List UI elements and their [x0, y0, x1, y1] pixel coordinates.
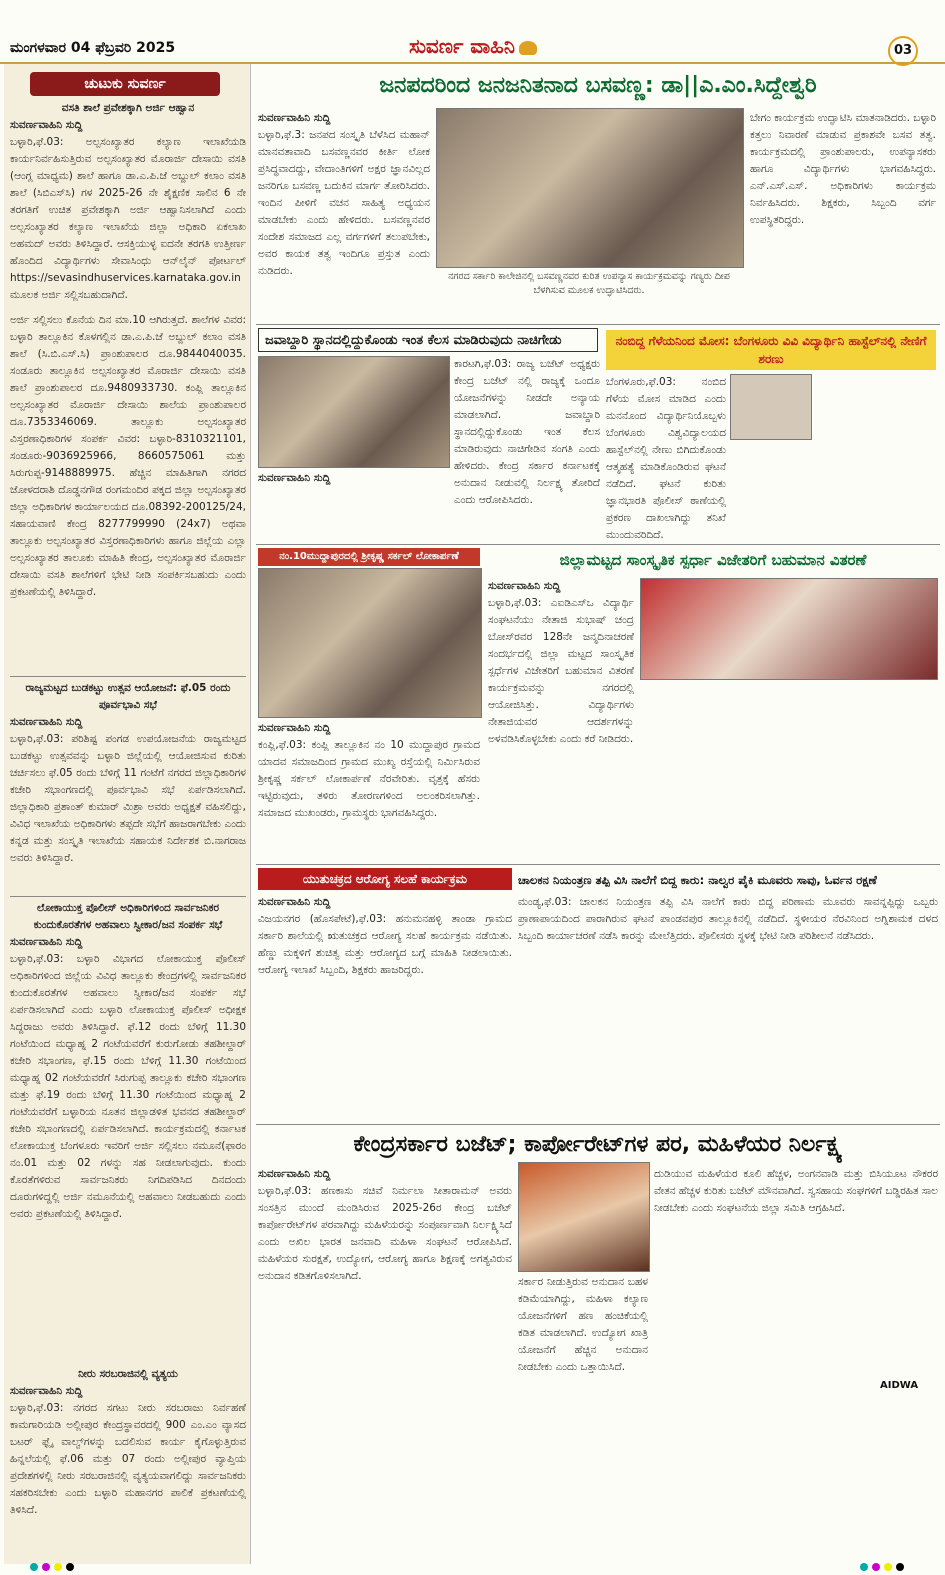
divider — [10, 896, 246, 897]
yellow-dot-icon — [884, 1563, 892, 1571]
story-body-2: ಅರ್ಜಿ ಸಲ್ಲಿಸಲು ಕೊನೆಯ ದಿನ ಮಾ.10 ಆಗಿರುತ್ತದೆ. ಶಾಲೆಗಳ ವಿವರ: ಬಳ್ಳಾರಿ ತಾಲ್ಲೂಕಿನ ಕೊಳಗಲ್ಲಿನ ಡಾ.ಎ.ಪಿ.ಜೆ ಅಬ್ದುಲ್ ಕಲಾಂ ವಸತಿ ಶಾಲೆ (ಸಿ.ಬಿ.ಎಸ್.ಸಿ) ಪ್ರಾಂಶುಪಾಲರ ದೂ.9844040035. ಸಂಡೂರು ತಾಲ್ಲೂಕಿನ ಅಲ್ಪಸಂಖ್ಯಾತರ ಮೊರಾರ್ಜಿ ದೇಸಾಯಿ ವಸತಿ ಶಾಲೆ ಪ್ರಾಂಶುಪಾಲರ ದೂ.9480933730. ಕಂಪ್ಲಿ ತಾಲ್ಲೂಕಿನ ಅಲ್ಪಸಂಖ್ಯಾತರ ಮೊರಾರ್ಜಿ ದೇಸಾಯಿ ಶಾಲೆಯ ಪ್ರಾಂಶುಪಾಲರ ದೂ.7353346069. ತಾಲ್ಲೂಕು ಅಲ್ಪಸಂಖ್ಯಾತರ ವಿಸ್ತರಣಾಧಿಕಾರಿಗಳ ಸಂಪರ್ಕ ವಿವರ: ಬಳ್ಳಾರಿ-8310321101, ಸಂಡೂರು-9036925966, 8660575061 ಮತ್ತು ಸಿರುಗುಪ್ಪ-9148889975. ಹೆಚ್ಚಿನ ಮಾಹಿತಿಗಾಗಿ ನಗರದ ಜೋಳದರಾಶಿ ದೊಡ್ಡನಗೌಡ ರಂಗಮಂದಿರ ಪಕ್ಕದ ಜಿಲ್ಲಾ ಅಲ್ಪಸಂಖ್ಯಾತರ ಜಿಲ್ಲಾ ಅಧಿಕಾರಿಗಳ ಕಾರ್ಯಾಲಯದ ದೂ.08392-200125/24, ಸಹಾಯವಾಣಿ ಕೇಂದ್ರ 8277799990 (24x7) ಅಥವಾ ತಾಲ್ಲೂಕು ಅಲ್ಪಸಂಖ್ಯಾತರ ವಿಸ್ತರಣಾಧಿಕಾರಿಗಳು ಹಾಗೂ ಜಿಲ್ಲೆಯ ಎಲ್ಲಾ ಅಲ್ಪಸಂಖ್ಯಾತರ ತಾಲೂಕು ಮಾಹಿತಿ ಕೇಂದ್ರ, ಅಲ್ಪಸಂಖ್ಯಾತರ ಮೊರಾರ್ಜಿ ದೇಸಾಯಿ ವಸತಿ ಶಾಲೆಗಳಿಗೆ ಭೇಟಿ ನೀಡಿ ಸಂಪರ್ಕಿಸಬಹುದು ಎಂದು ಪ್ರಕಟಣೆಯಲ್ಲಿ ತಿಳಿಸಿದ್ದಾರೆ. — [10, 314, 246, 598]
story8-headline: ಕೇಂದ್ರಸರ್ಕಾರ ಬಜೆಟ್; ಕಾರ್ಪೋರೇಟ್‌ಗಳ ಪರ, ಮಹಿಳೆಯರ ನಿರ್ಲಕ್ಷ್ಯ — [353, 1132, 843, 1157]
story4-label: ನಂ.10ಮುದ್ದಾಪುರದಲ್ಲಿ ಶ್ರೀಕೃಷ್ಣ ಸರ್ಕಲ್ ಲೋಕಾರ್ಪಣೆ — [258, 548, 480, 566]
left-story-1-cont — [10, 312, 246, 672]
story5-body-left — [488, 578, 634, 860]
story2-headline: ಜವಾಬ್ದಾರಿ ಸ್ಥಾನದಲ್ಲಿದ್ದುಕೊಂಡು ಇಂತ ಕೆಲಸ ಮಾಡಿರುವುದು ನಾಚಿಗೇಡು — [258, 328, 598, 352]
aidwa-logo-text: AIDWA — [880, 1380, 919, 1391]
story8-body-mid: ಸರ್ಕಾರ ನೀಡುತ್ತಿರುವ ಅನುದಾನ ಬಹಳ ಕಡಿಮೆಯಾಗಿದ್ದು, ಮಹಿಳಾ ಕಲ್ಯಾಣ ಯೋಜನೆಗಳಿಗೆ ಹಣ ಹಂಚಿಕೆಯಲ್ಲಿ ಕಡಿತ ಮಾಡಲಾಗಿದೆ. ಉದ್ಯೋಗ ಖಾತ್ರಿ ಯೋಜನೆಗೆ ಹೆಚ್ಚಿನ ಅನುದಾನ ನೀಡಬೇಕು ಎಂದು ಒತ್ತಾಯಿಸಿದೆ. — [518, 1276, 648, 1373]
story6-label: ಯುತುಚಕ್ರದ ಆರೋಗ್ಯ ಸಲಹೆ ಕಾರ್ಯಕ್ರಮ — [258, 868, 512, 890]
left-story-2 — [10, 680, 246, 890]
story-body: ಕಂಪ್ಲಿ,ಫೆ.03: ಕಂಪ್ಲಿ ತಾಲ್ಲೂಕಿನ ನಂ 10 ಮುದ್ದಾಪುರ ಗ್ರಾಮದ ಯಾದವ ಸಮಾಜದಿಂದ ಗ್ರಾಮದ ಮುಖ್ಯ ರಸ್ತೆಯಲ್ಲಿ ನಿರ್ಮಿಸಿರುವ ಶ್ರೀಕೃಷ್ಣ ಸರ್ಕಲ್ ಲೋಕಾರ್ಪಣೆ ನೆರವೇರಿತು. ವೃತ್ತಕ್ಕೆ ಹೆಸರು ಇಟ್ಟಿರುವುದು, ತಳಿರು ತೋರಣಗಳಿಂದ ಅಲಂಕರಿಸಲಾಗಿತ್ತು. ಸಮಾಜದ ಮುಖಂಡರು, ಗ್ರಾಮಸ್ಥರು ಭಾಗವಹಿಸಿದ್ದರು. — [258, 739, 480, 819]
divider — [256, 544, 940, 545]
lamp-icon — [519, 41, 537, 55]
story-source: ಸುವರ್ಣವಾಹಿನಿ ಸುದ್ದಿ — [258, 1168, 331, 1180]
story-title: ನೀರು ಸರಬರಾಜಿನಲ್ಲಿ ವ್ಯತ್ಯಯ — [78, 1368, 178, 1380]
story-source: ಸುವರ್ಣವಾಹಿನಿ ಸುದ್ದಿ — [10, 1385, 83, 1397]
left-story-4 — [10, 1366, 246, 1561]
story7-headline: ಚಾಲಕನ ನಿಯಂತ್ರಣ ತಪ್ಪಿ ವಿಸಿ ನಾಲೆಗೆ ಬಿದ್ದ ಕಾರು: ನಾಲ್ವರ ಪೈಕಿ ಮೂವರು ಸಾವು, ಓರ್ವನ ರಕ್ಷಣೆ — [518, 873, 877, 887]
story-source: ಸುವರ್ಣವಾಹಿನಿ ಸುದ್ದಿ — [258, 472, 331, 484]
story-body: ಬಳ್ಳಾರಿ,ಫೆ.03: ಬಳ್ಳಾರಿ ವಿಭಾಗದ ಲೋಕಾಯುಕ್ತ ಪೊಲೀಸ್ ಅಧಿಕಾರಿಗಳಿಂದ ಜಿಲ್ಲೆಯ ವಿವಿಧ ತಾಲ್ಲೂಕು ಕೇಂದ್ರಗಳಲ್ಲಿ ಸಾರ್ವಜನಿಕರ ಕುಂದುಕೊರತೆಗಳ ಅಹವಾಲು ಸ್ವೀಕಾರ/ಜನ ಸಂಪರ್ಕ ಸಭೆ ಏರ್ಪಡಿಸಲಾಗಿದೆ ಎಂದು ಬಳ್ಳಾರಿ ಲೋಕಾಯುಕ್ತ ಪೊಲೀಸ್ ಅಧೀಕ್ಷಕ ಸಿದ್ದರಾಜು ಅವರು ತಿಳಿಸಿದ್ದಾರೆ. ಫೆ.12 ರಂದು ಬೆಳಿಗ್ಗೆ 11.30 ಗಂಟೆಯಿಂದ ಮಧ್ಯಾಹ್ನ 2 ಗಂಟೆಯವರೆಗೆ ಕುರುಗೋಡು ತಹಶೀಲ್ದಾರ್ ಕಚೇರಿ ಸಭಾಂಗಣ, ಫೆ.15 ರಂದು ಬೆಳಿಗ್ಗೆ 11.30 ಗಂಟೆಯಿಂದ ಮಧ್ಯಾಹ್ನ 02 ಗಂಟೆಯವರೆಗೆ ಸಿರುಗುಪ್ಪ ತಾಲ್ಲೂಕು ಕಚೇರಿ ಸಭಾಂಗಣ ಮತ್ತು ಫೆ.19 ರಂದು ಬೆಳಿಗ್ಗೆ 11.30 ಗಂಟೆಯಿಂದ ಮಧ್ಯಾಹ್ನ 2 ಗಂಟೆಯವರೆಗೆ ಬಳ್ಳಾರಿಯ ನೂತನ ಜಿಲ್ಲಾಡಳಿತ ಭವನದ ತಹಶೀಲ್ದಾರ್ ಕಚೇರಿ ಸಭಾಂಗಣದಲ್ಲಿ ಏರ್ಪಡಿಸಲಾಗಿದೆ. ಕಾರ್ಯಕ್ರಮದಲ್ಲಿ ಕರ್ನಾಟಕ ಲೋಕಾಯುಕ್ತ ಬೆಂಗಳೂರು ಇವರಿಗೆ ಅರ್ಜಿ ಸಲ್ಲಿಸಲು ನಮೂನೆ(ಫಾರಂ ನಂ.01 ಮತ್ತು 02 ಗಳನ್ನು ಸಹ ನೀಡಲಾಗುವುದು. ಕುಂದು ಕೊರತೆಗಳಿರುವ ಸಾರ್ವಜನಿಕರು ನಿಗದಿಪಡಿಸಿದ ದಿನದಂದು ದೂರುಗಳಿದ್ದಲ್ಲಿ ಅರ್ಜಿ ನಮೂನೆಯಲ್ಲಿ ಅಹವಾಲು ನೀಡಬಹುದು ಎಂದು ಅವರು ಪ್ರಕಟಣೆಯಲ್ಲಿ ತಿಳಿಸಿದ್ದಾರೆ. — [10, 953, 246, 1220]
lead-caption: ನಗರದ ಸರ್ಕಾರಿ ಕಾಲೇಜಿನಲ್ಲಿ ಬಸವಣ್ಣನವರ ಕುರಿತ ಉಪನ್ಯಾಸ ಕಾರ್ಯಕ್ರಮವನ್ನು ಗಣ್ಯರು ದೀಪ ಬೆಳಗಿಸುವ ಮೂಲಕ ಉದ್ಘಾಟಿಸಿದರು. — [448, 271, 730, 296]
story8-body-right: ದುಡಿಯುವ ಮಹಿಳೆಯರ ಕೂಲಿ ಹೆಚ್ಚಳ, ಅಂಗನವಾಡಿ ಮತ್ತು ಬಿಸಿಯೂಟ ನೌಕರರ ವೇತನ ಹೆಚ್ಚಳ ಕುರಿತು ಬಜೆಟ್ ಮೌನವಾಗಿದೆ. ಸ್ವಸಹಾಯ ಸಂಘಗಳಿಗೆ ಬಡ್ಡಿರಹಿತ ಸಾಲ ನೀಡಬೇಕು ಎಂದು ಸಂಘಟನೆಯ ಜಿಲ್ಲಾ ಸಮಿತಿ ಆಗ್ರಹಿಸಿದೆ. — [654, 1168, 938, 1214]
page-number: 03 — [888, 36, 918, 66]
lead-body-left — [258, 110, 430, 320]
story7-body: ಮಂಡ್ಯ,ಫೆ.03: ಚಾಲಕನ ನಿಯಂತ್ರಣ ತಪ್ಪಿ ವಿಸಿ ನಾಲೆಗೆ ಕಾರು ಬಿದ್ದ ಪರಿಣಾಮ ಮೂವರು ಸಾವನ್ನಪ್ಪಿದ್ದು ಒಬ್ಬರು ಪ್ರಾಣಾಪಾಯದಿಂದ ಪಾರಾಗಿರುವ ಘಟನೆ ಪಾಂಡವಪುರ ತಾಲ್ಲೂಕಿನಲ್ಲಿ ನಡೆದಿದೆ. ಸ್ಥಳೀಯರ ನೆರವಿನಿಂದ ಅಗ್ನಿಶಾಮಕ ದಳದ ಸಿಬ್ಬಂದಿ ಕಾರ್ಯಾಚರಣೆ ನಡೆಸಿ ಕಾರನ್ನು ಮೇಲೆತ್ತಿದರು. ಪೊಲೀಸರು ಸ್ಥಳಕ್ಕೆ ಭೇಟಿ ನೀಡಿ ಪರಿಶೀಲನೆ ನಡೆಸಿದರು. — [518, 896, 938, 942]
story-title: ವಸತಿ ಶಾಲೆ ಪ್ರವೇಶಕ್ಕಾಗಿ ಅರ್ಜಿ ಆಹ್ವಾನ — [61, 102, 195, 114]
logo-text: ಸುವರ್ಣ ವಾಹಿನಿ — [408, 34, 516, 58]
story-source: ಸುವರ್ಣವಾಹಿನಿ ಸುದ್ದಿ — [10, 936, 83, 948]
story8-portrait — [518, 1162, 650, 1272]
story-body: ಬಳ್ಳಾರಿ,ಫೆ.03: ಪರಿಶಿಷ್ಟ ಪಂಗಡ ಉಪಯೋಜನೆಯ ರಾಜ್ಯಮಟ್ಟದ ಬುಡಕಟ್ಟು ಉತ್ಸವವನ್ನು ಬಳ್ಳಾರಿ ಜಿಲ್ಲೆಯಲ್ಲಿ ಆಯೋಜಿಸುವ ಕುರಿತು ಚರ್ಚಿಸಲು ಫೆ.05 ರಂದು ಬೆಳಿಗ್ಗೆ 11 ಗಂಟೆಗೆ ನಗರದ ಜಿಲ್ಲಾಧಿಕಾರಿಗಳ ಕಚೇರಿ ಸಭಾಂಗಣದಲ್ಲಿ ಪೂರ್ವಭಾವಿ ಸಭೆ ಏರ್ಪಡಿಸಲಾಗಿದೆ. ಜಿಲ್ಲಾಧಿಕಾರಿ ಪ್ರಶಾಂತ್ ಕುಮಾರ್ ಮಿಶ್ರಾ ಅವರು ಅಧ್ಯಕ್ಷತೆ ವಹಿಸಲಿದ್ದು, ವಿವಿಧ ಇಲಾಖೆಯ ಅಧಿಕಾರಿಗಳು ತಪ್ಪದೇ ಸಭೆಗೆ ಹಾಜರಾಗಬೇಕು ಎಂದು ಕನ್ನಡ ಮತ್ತು ಸಂಸ್ಕೃತಿ ಇಲಾಖೆಯ ಸಹಾಯಕ ನಿರ್ದೇಶಕ ಬಿ.ನಾಗರಾಜ ಅವರು ತಿಳಿಸಿದ್ದಾರೆ. — [10, 733, 246, 864]
story3-banner: ನಂಬಿದ್ದ ಗೆಳೆಯನಿಂದ ಮೋಸ: ಬೆಂಗಳೂರು ವಿವಿ ವಿದ್ಯಾರ್ಥಿನಿ ಹಾಸ್ಟೆಲ್‌ನಲ್ಲಿ ನೇಣಿಗೆ ಶರಣು — [606, 330, 936, 370]
yellow-dot-icon — [54, 1563, 62, 1571]
magenta-dot-icon — [42, 1563, 50, 1571]
story4-photo — [258, 568, 482, 718]
story3-rope-photo — [730, 374, 812, 440]
divider — [10, 676, 246, 677]
story-body: ಬಳ್ಳಾರಿ,ಫೆ.03: ಎಐಡಿಎಸ್‌ಒ ವಿದ್ಯಾರ್ಥಿ ಸಂಘಟನೆಯು ನೇತಾಜಿ ಸುಭಾಷ್ ಚಂದ್ರ ಬೋಸ್‌ರವರ 128ನೇ ಜನ್ಮದಿನಾಚರಣೆ ಸಂದರ್ಭದಲ್ಲಿ ಜಿಲ್ಲಾ ಮಟ್ಟದ ಸಾಂಸ್ಕೃತಿಕ ಸ್ಪರ್ಧೆಗಳ ವಿಜೇತರಿಗೆ ಬಹುಮಾನ ವಿತರಣೆ ಕಾರ್ಯಕ್ರಮವನ್ನು ನಗರದಲ್ಲಿ ಆಯೋಜಿಸಿತ್ತು. ವಿದ್ಯಾರ್ಥಿಗಳು ನೇತಾಜಿಯವರ ಆದರ್ಶಗಳನ್ನು ಅಳವಡಿಸಿಕೊಳ್ಳಬೇಕು ಎಂದು ಕರೆ ನೀಡಿದರು. — [488, 597, 634, 745]
black-dot-icon — [66, 1563, 74, 1571]
registration-marks — [30, 1556, 78, 1575]
story-title: ರಾಜ್ಯಮಟ್ಟದ ಬುಡಕಟ್ಟು ಉತ್ಸವ ಆಯೋಜನೆ: ಫೆ.05 ರಂದು ಪೂರ್ವಭಾವಿ ಸಭೆ — [25, 682, 231, 711]
story-source: ಸುವರ್ಣವಾಹಿನಿ ಸುದ್ದಿ — [488, 580, 561, 592]
issue-date: ಮಂಗಳವಾರ 04 ಫೆಬ್ರವರಿ 2025 — [10, 40, 176, 56]
story-body: ಬಳ್ಳಾರಿ,ಫೆ.3: ಜನಪದ ಸಂಸ್ಕೃತಿ ಬೆಳೆಸಿದ ಮಹಾನ್ ಮಾನವತಾವಾದಿ ಬಸವಣ್ಣನವರ ಕೀರ್ತಿ ಲೋಕ ಪ್ರಸಿದ್ಧವಾದದ್ದು, ವೇದಾಂತಿಗಳಿಗೆ ಅಕ್ಷರ ಜ್ಞಾನವಿಲ್ಲದ ಜನರಿಗೂ ಬಸವಣ್ಣ ಬದುಕಿನ ಮಾರ್ಗ ತೋರಿಸಿದರು. ಇಂದಿನ ಪೀಳಿಗೆ ವಚನ ಸಾಹಿತ್ಯ ಅಧ್ಯಯನ ಮಾಡಬೇಕು ಎಂದು ಹೇಳಿದರು. ಬಸವಣ್ಣನವರ ಸಂದೇಶ ಸಮಾಜದ ಎಲ್ಲ ವರ್ಗಗಳಿಗೆ ತಲುಪಬೇಕು, ಅವರ ಕಾಯಕ ತತ್ವ ಇಂದಿಗೂ ಪ್ರಸ್ತುತ ಎಂದು ನುಡಿದರು. — [258, 129, 430, 277]
story2-photo — [258, 356, 450, 468]
left-story-1 — [10, 100, 246, 310]
story-body: ಬಳ್ಳಾರಿ,ಫೆ.03: ಹಣಕಾಸು ಸಚಿವೆ ನಿರ್ಮಲಾ ಸೀತಾರಾಮನ್ ಅವರು ಸಂಸತ್ತಿನ ಮುಂದೆ ಮಂಡಿಸಿರುವ 2025-26ರ ಕೇಂದ್ರ ಬಜೆಟ್ ಕಾರ್ಪೋರೇಟ್‌ಗಳ ಪರವಾಗಿದ್ದು ಮಹಿಳೆಯರನ್ನು ಸಂಪೂರ್ಣವಾಗಿ ನಿರ್ಲಕ್ಷ್ಯಿಸಿದೆ ಎಂದು ಅಖಿಲ ಭಾರತ ಜನವಾದಿ ಮಹಿಳಾ ಸಂಘಟನೆ ಆರೋಪಿಸಿದೆ. ಮಹಿಳೆಯರ ಸುರಕ್ಷತೆ, ಉದ್ಯೋಗ, ಆರೋಗ್ಯ ಹಾಗೂ ಶಿಕ್ಷಣಕ್ಕೆ ಅಗತ್ಯವಿರುವ ಅನುದಾನ ಕಡಿತಗೊಳಿಸಲಾಗಿದೆ. — [258, 1185, 512, 1282]
registration-marks-right — [860, 1556, 908, 1575]
cyan-dot-icon — [860, 1563, 868, 1571]
story-source: ಸುವರ್ಣವಾಹಿನಿ ಸುದ್ದಿ — [10, 119, 83, 131]
story4-body-box — [258, 720, 480, 860]
story2-body: ಕಾರಟಗಿ,ಫೆ.03: ರಾಜ್ಯ ಬಜೆಟ್ ಅಧ್ಯಕ್ಷರು ಕೇಂದ್ರ ಬಜೆಟ್ ನಲ್ಲಿ ರಾಜ್ಯಕ್ಕೆ ಒಂದೂ ಯೋಜನೆಗಳನ್ನು ನೀಡದೇ ಅನ್ಯಾಯ ಮಾಡಲಾಗಿದೆ. ಜವಾಬ್ದಾರಿ ಸ್ಥಾನದಲ್ಲಿದ್ದುಕೊಂಡು ಇಂತ ಕೆಲಸ ಮಾಡಿರುವುದು ನಾಚಿಗೇಡಿನ ಸಂಗತಿ ಎಂದು ಹೇಳಿದರು. ಕೇಂದ್ರ ಸರ್ಕಾರ ಕರ್ನಾಟಕಕ್ಕೆ ಅನುದಾನ ನೀಡುವಲ್ಲಿ ನಿರ್ಲಕ್ಷ್ಯ ತೋರಿದೆ ಎಂದು ಆರೋಪಿಸಿದರು. — [454, 358, 600, 506]
story3-body-cont — [816, 374, 936, 542]
story-body: ಬಳ್ಳಾರಿ,ಫೆ.03: ನಗರದ ಸಗಟು ನೀರು ಸರಬರಾಜು ನಿರ್ವಹಣೆ ಕಾಮಗಾರಿಯಡಿ ಅಲ್ಲೀಪುರ ಕೇಂದ್ರಸ್ಥಾವರದಲ್ಲಿ 900 ಎಂ.ಎಂ ವ್ಯಾಸದ ಬಟರ್ ಫ್ಲೈ ವಾಲ್ವ್‌ಗಳನ್ನು ಬದಲಿಸುವ ಕಾರ್ಯ ಕೈಗೊಳ್ಳುತ್ತಿರುವ ಹಿನ್ನಲೆಯಲ್ಲಿ ಫೆ.06 ಮತ್ತು 07 ರಂದು ಅಲ್ಲೀಪುರ ವ್ಯಾಪ್ತಿಯ ಪ್ರದೇಶಗಳಲ್ಲಿ ನೀರು ಸರಬರಾಜಿನಲ್ಲಿ ವ್ಯತ್ಯಯವಾಗಲಿದ್ದು ಸಾರ್ವಜನಿಕರು ಸಹಕರಿಸಬೇಕು ಎಂದು ಬಳ್ಳಾರಿ ಮಹಾನಗರ ಪಾಲಿಕೆ ಪ್ರಕಟಣೆಯಲ್ಲಿ ತಿಳಿಸಿದೆ. — [10, 1402, 246, 1516]
magenta-dot-icon — [872, 1563, 880, 1571]
story8-body-left — [258, 1166, 512, 1540]
story-source: ಸುವರ್ಣವಾಹಿನಿ ಸುದ್ದಿ — [258, 722, 331, 734]
lead-body-right: ಬೇಗಂ ಕಾರ್ಯಕ್ರಮ ಉದ್ಘಾಟಿಸಿ ಮಾತನಾಡಿದರು. ಬಳ್ಳಾರಿ ಕತ್ತಲು ನಿವಾರಣೆ ಮಾಡುವ ಪ್ರಕಾಶವೇ ಬಸವ ತತ್ವ. ಕಾರ್ಯಕ್ರಮದಲ್ಲಿ ಪ್ರಾಂಶುಪಾಲರು, ಉಪನ್ಯಾಸಕರು ಹಾಗೂ ವಿದ್ಯಾರ್ಥಿಗಳು ಭಾಗವಹಿಸಿದ್ದರು. ಎನ್.ಎಸ್.ಎಸ್. ಅಧಿಕಾರಿಗಳು ಕಾರ್ಯಕ್ರಮ ನಿರ್ವಹಿಸಿದರು. ಶಿಕ್ಷಕರು, ಸಿಬ್ಬಂದಿ ವರ್ಗ ಉಪಸ್ಥಿತರಿದ್ದರು. — [750, 112, 936, 226]
divider — [256, 324, 940, 325]
story5-headline: ಜಿಲ್ಲಾಮಟ್ಟದ ಸಾಂಸ್ಕೃತಿಕ ಸ್ಪರ್ಧಾ ವಿಜೇತರಿಗೆ ಬಹುಮಾನ ವಿತರಣೆ — [559, 551, 867, 569]
divider — [256, 1124, 940, 1125]
story2-source-box — [258, 470, 448, 540]
story-title: ಲೋಕಾಯುಕ್ತ ಪೊಲೀಸ್ ಅಧಿಕಾರಿಗಳಿಂದ ಸಾರ್ವಜನಿಕರ ಕುಂದುಕೊರತೆಗಳ ಅಹವಾಲು ಸ್ವೀಕಾರ/ಜನ ಸಂಪರ್ಕ ಸಭೆ — [33, 902, 223, 931]
story5-photo — [640, 578, 938, 680]
black-dot-icon — [896, 1563, 904, 1571]
divider — [256, 864, 940, 865]
story5-body-right — [640, 684, 936, 860]
story-body: ಬಳ್ಳಾರಿ,ಫೆ.03: ಅಲ್ಪಸಂಖ್ಯಾತರ ಕಲ್ಯಾಣ ಇಲಾಖೆಯಡಿ ಕಾರ್ಯನಿರ್ವಹಿಸುತ್ತಿರುವ ಅಲ್ಪಸಂಖ್ಯಾತರ ಮೊರಾರ್ಜಿ ದೇಸಾಯಿ ವಸತಿ (ಆಂಗ್ಲ ಮಾಧ್ಯಮ) ಶಾಲೆ ಹಾಗೂ ಡಾ.ಎ.ಪಿ.ಜೆ ಅಬ್ದುಲ್ ಕಲಾಂ ವಸತಿ ಶಾಲೆ (ಸಿಬಿಎಸ್‌ಸಿ) ಗಳ 2025-26 ನೇ ಶೈಕ್ಷಣಿಕ ಸಾಲಿನ 6 ನೇ ತರಗತಿಗೆ ಉಚಿತ ಪ್ರವೇಶಕ್ಕಾಗಿ ಅರ್ಜಿ ಆಹ್ವಾನಿಸಲಾಗಿದೆ ಎಂದು ಅಲ್ಪಸಂಖ್ಯಾತರ ಕಲ್ಯಾಣ ಇಲಾಖೆಯ ಜಿಲ್ಲಾ ಅಧಿಕಾರಿ ಏಕಲಾಖ ಅಹಮದ್ ಅವರು ತಿಳಿಸಿದ್ದಾರೆ. ಆಸಕ್ತಿಯುಳ್ಳ ಐದನೇ ತರಗತಿ ಉತ್ತೀರ್ಣ ಹೊಂದಿದ ವಿದ್ಯಾರ್ಥಿಗಳು ಸೇವಾಸಿಂಧು ಆನ್‌ಲೈನ್ ಪೋರ್ಟಲ್ https://sevasindhuservices.karnataka.gov.in ಮೂಲಕ ಅರ್ಜಿ ಸಲ್ಲಿಸಬಹುದಾಗಿದೆ. — [10, 136, 246, 301]
story3-body: ಬೆಂಗಳೂರು,ಫೆ.03: ನಂಬಿದ ಗೆಳೆಯ ಮೋಸ ಮಾಡಿದ ಎಂದು ಮನನೊಂದ ವಿದ್ಯಾರ್ಥಿನಿಯೊಬ್ಬಳು ಬೆಂಗಳೂರು ವಿಶ್ವವಿದ್ಯಾಲಯದ ಹಾಸ್ಟೆಲ್‌ನಲ್ಲಿ ನೇಣು ಬಿಗಿದುಕೊಂಡು ಆತ್ಮಹತ್ಯೆ ಮಾಡಿಕೊಂಡಿರುವ ಘಟನೆ ನಡೆದಿದೆ. ಘಟನೆ ಕುರಿತು ಜ್ಞಾನಭಾರತಿ ಪೊಲೀಸ್ ಠಾಣೆಯಲ್ಲಿ ಪ್ರಕರಣ ದಾಖಲಾಗಿದ್ದು ತನಿಖೆ ಮುಂದುವರಿದಿದೆ. — [606, 376, 726, 541]
cyan-dot-icon — [30, 1563, 38, 1571]
chutuku-banner: ಚುಟುಕು ಸುವರ್ಣ — [30, 72, 220, 96]
lead-headline: ಜನಪದರಿಂದ ಜನಜನಿತನಾದ ಬಸವಣ್ಣ: ಡಾ||ಎ.ಎಂ.ಸಿದ್ದೇಶ್ವರಿ — [379, 73, 817, 98]
story-source: ಸುವರ್ಣವಾಹಿನಿ ಸುದ್ದಿ — [10, 716, 83, 728]
story-body: ವಿಜಯನಗರ (ಹೊಸಪೇಟೆ),ಫೆ.03: ಹನುಮನಹಳ್ಳಿ ತಾಂಡಾ ಗ್ರಾಮದ ಸರ್ಕಾರಿ ಶಾಲೆಯಲ್ಲಿ ಋತುಚಕ್ರದ ಆರೋಗ್ಯ ಸಲಹೆ ಕಾರ್ಯಕ್ರಮ ನಡೆಯಿತು. ಹೆಣ್ಣು ಮಕ್ಕಳಿಗೆ ಶುಚಿತ್ವ ಮತ್ತು ಆರೋಗ್ಯದ ಬಗ್ಗೆ ಮಾಹಿತಿ ನೀಡಲಾಯಿತು. ಆರೋಗ್ಯ ಇಲಾಖೆ ಸಿಬ್ಬಂದಿ, ಶಿಕ್ಷಕರು ಹಾಜರಿದ್ದರು. — [258, 913, 512, 976]
left-story-3 — [10, 900, 246, 1360]
lead-photo — [436, 108, 744, 268]
newspaper-logo — [370, 34, 580, 60]
story-source: ಸುವರ್ಣವಾಹಿನಿ ಸುದ್ದಿ — [258, 896, 331, 908]
story-source: ಸುವರ್ಣವಾಹಿನಿ ಸುದ್ದಿ — [258, 112, 331, 124]
story6-body — [258, 894, 512, 1122]
